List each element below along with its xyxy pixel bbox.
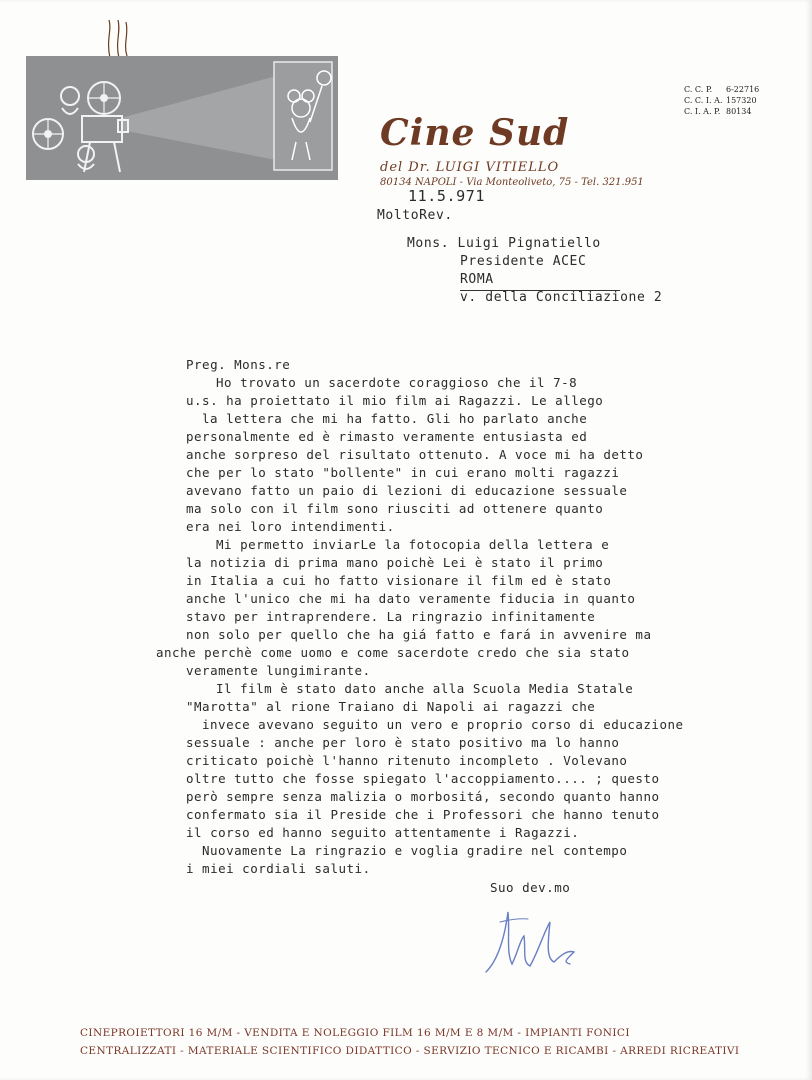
letter-line: Mi permetto inviarLe la fotocopia della lettera e <box>216 537 610 552</box>
letter-line: il corso ed hanno seguito attentamente i Ragazzi. <box>186 825 580 840</box>
code-row <box>684 84 759 95</box>
letter-line: Nuovamente La ringrazio e voglia gradire nel contempo <box>202 843 628 858</box>
honorific: MoltoRev. <box>377 208 453 223</box>
letter-line: i miei cordiali saluti. <box>186 861 371 876</box>
letter-line: Il film è stato dato anche alla Scuola Media Statale <box>216 681 634 696</box>
hanging-string-decoration <box>104 20 134 60</box>
letter-line: sessuale : anche per loro è stato positivo ma lo hanno <box>186 735 620 750</box>
closing-formula: Suo dev.mo <box>490 880 571 895</box>
letter-line: la notizia di prima mano poichè Lei è stato il primo <box>186 555 604 570</box>
footer-line: CENTRALIZZATI - MATERIALE SCIENTIFICO DIDATTICO - SERVIZIO TECNICO E RICAMBI - ARREDI RICREATIVI <box>80 1045 740 1057</box>
letter-line: non solo per quello che ha giá fatto e fará in avvenire ma <box>186 627 652 642</box>
letter-line: invece avevano seguito un vero e proprio corso di educazione <box>202 717 684 732</box>
letter-line: la lettera che mi ha fatto. Gli ho parlato anche <box>202 411 588 426</box>
code-row <box>684 95 759 106</box>
letter-line: Preg. Mons.re <box>186 357 291 372</box>
brand-address: 80134 NAPOLI - Via Monteoliveto, 75 - Tel. 321.951 <box>380 177 644 188</box>
letterhead-footer <box>80 1024 740 1060</box>
letter-line: anche perchè come uomo e come sacerdote credo che sia stato <box>156 645 630 660</box>
brand-subtitle: del Dr. LUIGI VITIELLO <box>380 160 560 175</box>
letter-line: u.s. ha proiettato il mio film ai Ragazzi. Le allego <box>186 393 604 408</box>
recipient-title: Presidente ACEC <box>460 254 587 269</box>
brand-name: Cine Sud <box>380 112 570 154</box>
footer-line: CINEPROIETTORI 16 M/M - VENDITA E NOLEGGIO FILM 16 M/M E 8 M/M - IMPIANTI FONICI <box>80 1027 630 1039</box>
code-value: 157320 <box>726 96 757 105</box>
code-value: 80134 <box>726 107 752 116</box>
recipient-name: Mons. Luigi Pignatiello <box>407 236 601 251</box>
projector-illustration <box>26 56 338 180</box>
letter-line: Ho trovato un sacerdote coraggioso che il 7-8 <box>216 375 578 390</box>
letter-line: personalmente ed è rimasto veramente entusiasta ed <box>186 429 588 444</box>
recipient-city: ROMA <box>460 272 494 287</box>
letter-line: in Italia a cui ho fatto visionare il film ed è stato <box>186 573 612 588</box>
letter-line: anche l'unico che mi ha dato veramente fiducia in quanto <box>186 591 636 606</box>
letter-line: "Marotta" al rione Traiano di Napoli ai ragazzi che <box>186 699 596 714</box>
code-label: C. C. P. <box>684 85 713 94</box>
code-label: C. C. I. A. <box>684 96 723 105</box>
letter-line: stavo per intraprendere. La ringrazio infinitamente <box>186 609 596 624</box>
letter-line: era nei loro intendimenti. <box>186 519 395 534</box>
code-value: 6-22716 <box>726 85 760 94</box>
registration-codes <box>684 84 759 117</box>
letter-line: criticato poichè l'hanno ritenuto incompleto . Volevano <box>186 753 628 768</box>
letter-date: 11.5.971 <box>408 187 486 205</box>
letter-line: avevano fatto un paio di lezioni di educazione sessuale <box>186 483 628 498</box>
letter-line: anche sorpreso del risultato ottenuto. A voce mi ha detto <box>186 447 644 462</box>
logo-banner <box>26 56 338 180</box>
letter-line: oltre tutto che fosse spiegato l'accoppiamento.... ; questo <box>186 771 660 786</box>
letter-line: ma solo con il film sono riusciti ad ottenere quanto <box>186 501 604 516</box>
letter-line: però sempre senza malizia o morbositá, secondo quanto hanno <box>186 789 660 804</box>
letter-body <box>156 356 786 878</box>
code-row <box>684 106 759 117</box>
letter-line: veramente lungimirante. <box>186 663 371 678</box>
letter-line: che per lo stato "bollente" in cui erano molti ragazzi <box>186 465 620 480</box>
recipient-street: v. della Conciliazione 2 <box>460 290 663 305</box>
handwritten-signature <box>478 892 588 982</box>
letter-line: confermato sia il Preside che i Professori che hanno tenuto <box>186 807 660 822</box>
code-label: C. I. A. P. <box>684 107 721 116</box>
